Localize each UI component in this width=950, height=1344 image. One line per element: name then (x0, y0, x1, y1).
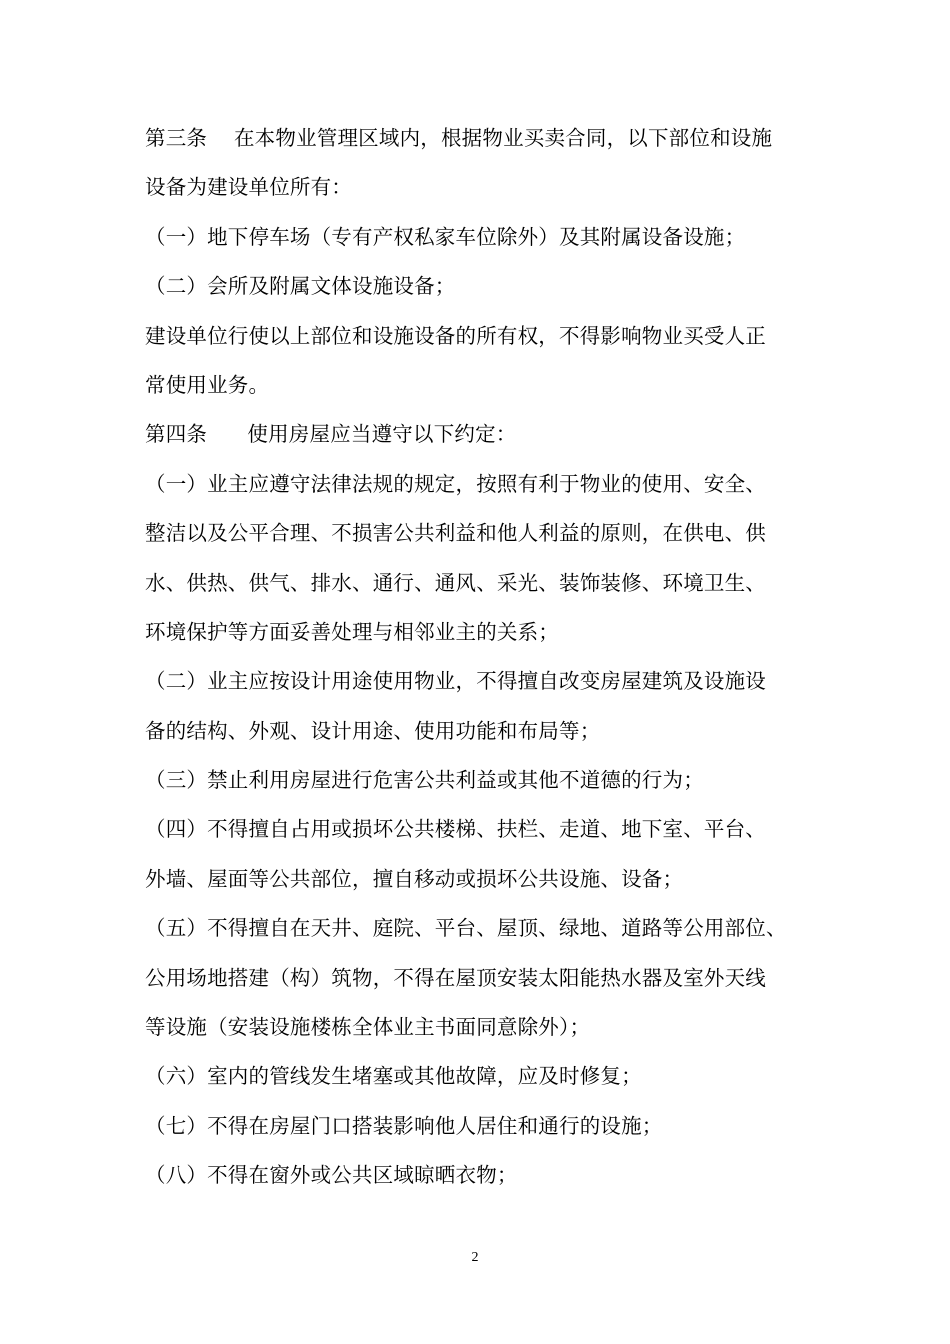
text-line: （三）禁止利用房屋进行危害公共利益或其他不道德的行为； (145, 768, 704, 793)
page-number: 2 (471, 1250, 479, 1265)
text-line: 设备为建设单位所有： (145, 175, 352, 200)
text-line: （二）会所及附属文体设施设备； (145, 274, 456, 299)
text-line: 水、供热、供气、排水、通行、通风、采光、装饰装修、环境卫生、 (145, 570, 766, 595)
text-line: 建设单位行使以上部位和设施设备的所有权，不得影响物业买受人正 (145, 323, 766, 348)
text-line: 外墙、屋面等公共部位，擅自移动或损坏公共设施、设备； (145, 866, 684, 891)
text-line: 整洁以及公平合理、不损害公共利益和他人利益的原则，在供电、供 (145, 521, 766, 546)
text-line: 公用场地搭建（构）筑物，不得在屋顶安装太阳能热水器及室外天线 (145, 965, 766, 990)
text-line: （八）不得在窗外或公共区域晾晒衣物； (145, 1163, 518, 1188)
text-line: （一）地下停车场（专有产权私家车位除外）及其附属设备设施； (145, 224, 746, 249)
text-line: 备的结构、外观、设计用途、使用功能和布局等； (145, 718, 601, 743)
text-line: 环境保护等方面妥善处理与相邻业主的关系； (145, 619, 559, 644)
text-line: （六）室内的管线发生堵塞或其他故障，应及时修复； (145, 1064, 642, 1089)
text-line: （一）业主应遵守法律法规的规定，按照有利于物业的使用、安全、 (145, 471, 766, 496)
text-line: （二）业主应按设计用途使用物业，不得擅自改变房屋建筑及设施设 (145, 669, 766, 694)
text-line: 第四条 使用房屋应当遵守以下约定： (145, 422, 517, 447)
text-line: （四）不得擅自占用或损坏公共楼梯、扶栏、走道、地下室、平台、 (145, 817, 766, 842)
text-line: 常使用业务。 (145, 372, 270, 397)
text-line: 等设施（安装设施楼栋全体业主书面同意除外）； (145, 1015, 591, 1040)
text-line: （五）不得擅自在天井、庭院、平台、屋顶、绿地、道路等公用部位、 (145, 916, 787, 941)
document-body (145, 114, 810, 1201)
text-line: （七）不得在房屋门口搭装影响他人居住和通行的设施； (145, 1113, 663, 1138)
text-line: 第三条 在本物业管理区域内，根据物业买卖合同，以下部位和设施 (145, 126, 773, 150)
